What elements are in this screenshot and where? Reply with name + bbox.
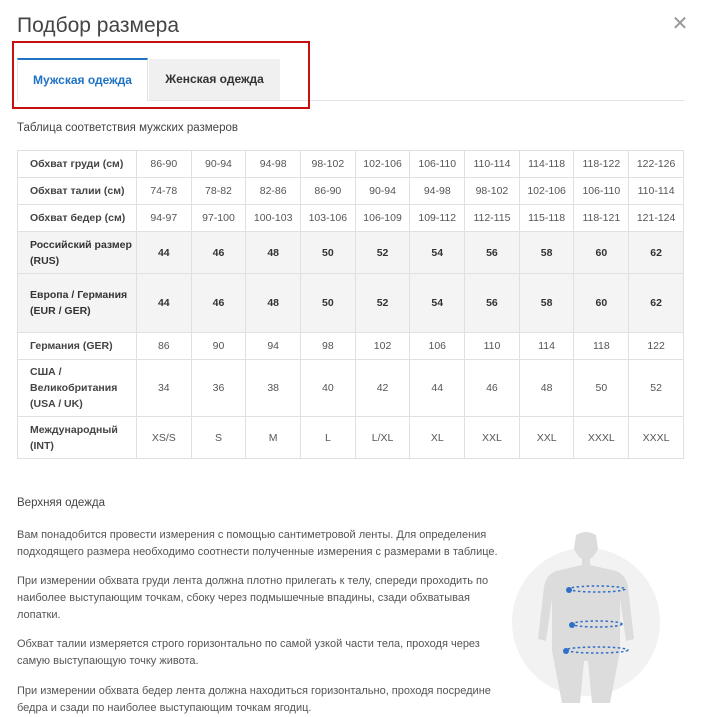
table-row: [18, 360, 684, 417]
table-cell: 58: [519, 274, 574, 333]
table-cell: 90-94: [191, 151, 246, 178]
table-cell: 40: [301, 360, 356, 417]
body-measurement-figure: [512, 527, 660, 717]
row-label: Российский размер (RUS): [18, 232, 137, 274]
paragraph-hips: При измерении обхвата бедер лента должна находиться горизонтально, проходя посредине бедра и сзади по наиболее выступающим точкам ягодиц.: [17, 685, 491, 714]
table-cell: M: [246, 417, 301, 459]
table-cell: 106-110: [574, 178, 629, 205]
row-label: Обхват груди (см): [18, 151, 137, 178]
table-cell: 121-124: [629, 205, 684, 232]
table-cell: 44: [136, 232, 191, 274]
waist-marker: [569, 622, 575, 628]
table-cell: XXL: [519, 417, 574, 459]
table-cell: 44: [410, 360, 465, 417]
row-label: Обхват бедер (см): [18, 205, 137, 232]
table-cell: L: [301, 417, 356, 459]
table-cell: 52: [355, 232, 410, 274]
table-cell: 50: [574, 360, 629, 417]
table-cell: 52: [355, 274, 410, 333]
table-cell: 94: [246, 333, 301, 360]
table-cell: 118: [574, 333, 629, 360]
paragraph-waist: Обхват талии измеряется строго горизонтально по самой узкой части тела, проходя через самую выступающую точку живота.: [17, 638, 480, 667]
table-cell: XS/S: [136, 417, 191, 459]
table-cell: 86-90: [301, 178, 356, 205]
tab-bar: [17, 58, 684, 101]
table-cell: 100-103: [246, 205, 301, 232]
table-cell: 34: [136, 360, 191, 417]
table-cell: 58: [519, 232, 574, 274]
table-cell: 115-118: [519, 205, 574, 232]
table-caption: Таблица соответствия мужских размеров: [17, 122, 238, 134]
table-cell: 48: [519, 360, 574, 417]
table-cell: 60: [574, 232, 629, 274]
table-cell: XXL: [465, 417, 520, 459]
table-row: [18, 232, 684, 274]
table-cell: 38: [246, 360, 301, 417]
table-cell: 122: [629, 333, 684, 360]
table-cell: 62: [629, 274, 684, 333]
table-cell: 60: [574, 274, 629, 333]
table-cell: 74-78: [136, 178, 191, 205]
table-cell: 98-102: [301, 151, 356, 178]
table-cell: 102-106: [519, 178, 574, 205]
table-cell: 94-98: [246, 151, 301, 178]
table-cell: 106: [410, 333, 465, 360]
table-cell: 56: [465, 232, 520, 274]
size-table: [17, 150, 684, 459]
tab-mens-clothing[interactable]: Мужская одежда: [17, 58, 148, 101]
table-cell: 48: [246, 274, 301, 333]
table-cell: 118-122: [574, 151, 629, 178]
table-row: [18, 333, 684, 360]
table-cell: 98: [301, 333, 356, 360]
table-cell: 102: [355, 333, 410, 360]
table-cell: 109-112: [410, 205, 465, 232]
table-cell: 110-114: [465, 151, 520, 178]
table-cell: 118-121: [574, 205, 629, 232]
table-cell: 106-109: [355, 205, 410, 232]
close-icon[interactable]: ✕: [671, 13, 689, 35]
hip-marker: [563, 648, 569, 654]
table-cell: 52: [629, 360, 684, 417]
table-cell: 98-102: [465, 178, 520, 205]
table-cell: 90: [191, 333, 246, 360]
table-cell: XL: [410, 417, 465, 459]
table-cell: 54: [410, 232, 465, 274]
row-label: Обхват талии (см): [18, 178, 137, 205]
table-cell: 103-106: [301, 205, 356, 232]
row-label: США / Великобритания (USA / UK): [18, 360, 137, 417]
table-cell: 97-100: [191, 205, 246, 232]
table-cell: 86-90: [136, 151, 191, 178]
modal-title: Подбор размера: [17, 14, 180, 37]
table-cell: 110-114: [629, 178, 684, 205]
table-cell: S: [191, 417, 246, 459]
table-cell: XXXL: [574, 417, 629, 459]
table-cell: 86: [136, 333, 191, 360]
paragraph-chest: При измерении обхвата груди лента должна плотно прилегать к телу, спереди проходить по наиболее выступающим точкам, сбоку через подмышечные впадины, сзади обхватывая лопатки.: [17, 575, 489, 621]
row-label: Европа / Германия (EUR / GER): [18, 274, 137, 333]
table-row: [18, 205, 684, 232]
tab-womens-clothing[interactable]: Женская одежда: [149, 59, 280, 100]
table-cell: 50: [301, 232, 356, 274]
table-cell: 82-86: [246, 178, 301, 205]
row-label: Германия (GER): [18, 333, 137, 360]
table-cell: 114-118: [519, 151, 574, 178]
table-cell: 44: [136, 274, 191, 333]
table-row: [18, 151, 684, 178]
table-cell: 56: [465, 274, 520, 333]
table-row: [18, 417, 684, 459]
table-cell: 112-115: [465, 205, 520, 232]
table-cell: 110: [465, 333, 520, 360]
table-cell: 54: [410, 274, 465, 333]
table-cell: XXXL: [629, 417, 684, 459]
table-cell: 94-97: [136, 205, 191, 232]
table-cell: 106-110: [410, 151, 465, 178]
table-row: [18, 274, 684, 333]
table-cell: 114: [519, 333, 574, 360]
table-cell: 46: [191, 274, 246, 333]
section-heading: Верхняя одежда: [17, 497, 106, 509]
table-cell: 102-106: [355, 151, 410, 178]
table-cell: 48: [246, 232, 301, 274]
paragraph-intro: Вам понадобится провести измерения с помощью сантиметровой ленты. Для определения подходящего размера необходимо соотнести полученные измерения с размерами в таблице.: [17, 529, 498, 558]
table-cell: 122-126: [629, 151, 684, 178]
table-cell: 62: [629, 232, 684, 274]
table-cell: 94-98: [410, 178, 465, 205]
row-label: Международный (INT): [18, 417, 137, 459]
table-cell: 46: [191, 232, 246, 274]
table-row: [18, 178, 684, 205]
table-cell: 90-94: [355, 178, 410, 205]
chest-marker: [566, 587, 572, 593]
table-cell: 46: [465, 360, 520, 417]
table-cell: 78-82: [191, 178, 246, 205]
table-cell: 36: [191, 360, 246, 417]
table-cell: L/XL: [355, 417, 410, 459]
table-cell: 50: [301, 274, 356, 333]
table-cell: 42: [355, 360, 410, 417]
